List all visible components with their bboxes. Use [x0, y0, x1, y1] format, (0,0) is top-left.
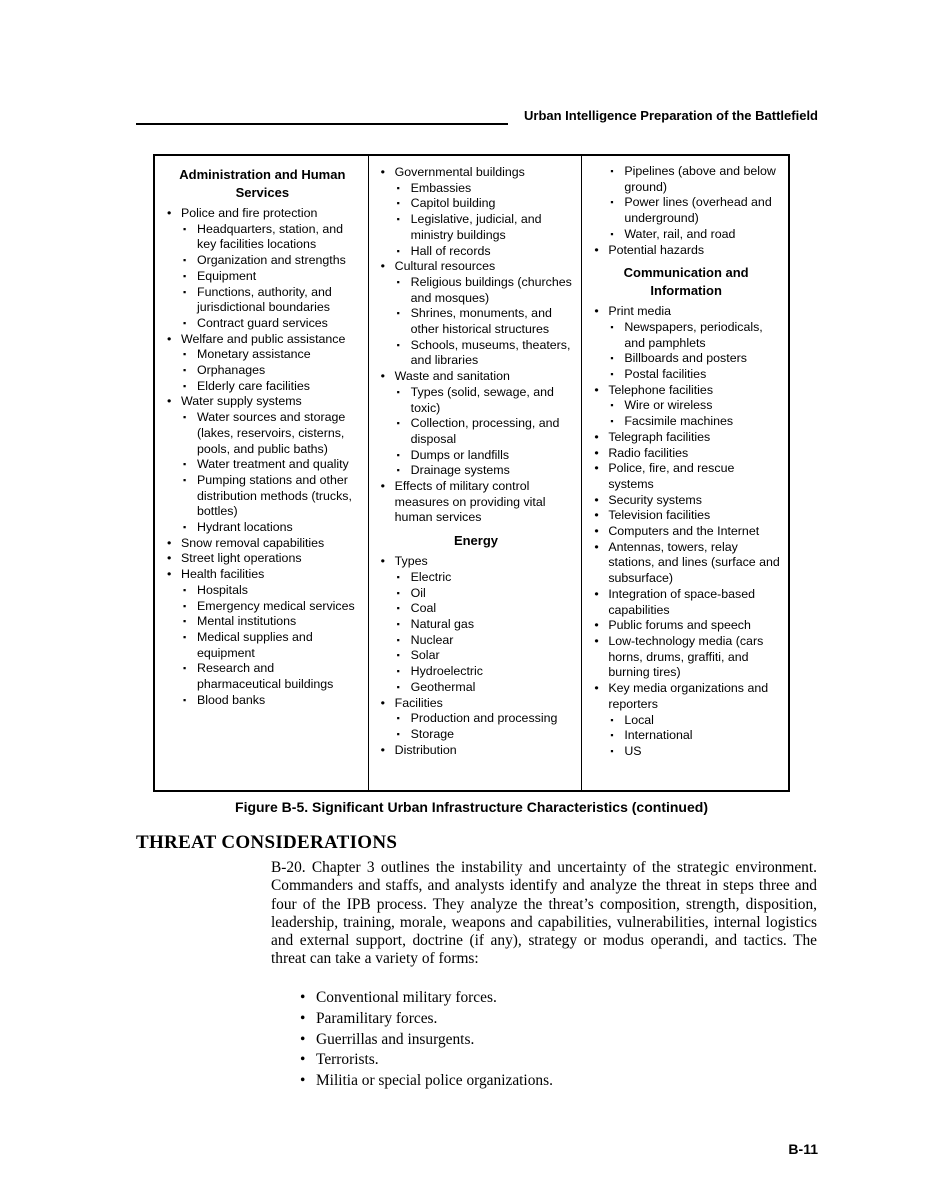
- sub-list-item: ▪ Nuclear: [395, 633, 574, 649]
- list-item: [165, 536, 360, 552]
- list-item-text: Cultural resources: [394, 259, 496, 274]
- sub-list-item: ▪ Blood banks: [181, 693, 360, 709]
- list-item: [592, 540, 780, 587]
- list-item: [592, 243, 780, 259]
- sub-list-item: ▪ Local: [608, 713, 780, 729]
- list-item: [379, 696, 574, 743]
- running-header-title: Urban Intelligence Preparation of the Battlefield: [524, 108, 818, 123]
- column-heading: Energy: [453, 533, 499, 549]
- sub-list-item: ▪ Production and processing: [395, 711, 574, 727]
- sub-list-item: ▪ Water, rail, and road: [608, 227, 780, 243]
- sub-list-item: ▪ Organization and strengths: [181, 253, 360, 269]
- sub-list-item: ▪ Elderly care facilities: [181, 379, 360, 395]
- list-item: [379, 165, 574, 259]
- list-item: [379, 369, 574, 479]
- sub-bullet-list: [608, 398, 780, 429]
- list-item-text: Public forums and speech: [608, 618, 751, 633]
- sub-list-item: ▪ International: [608, 728, 780, 744]
- list-item-text: Distribution: [394, 742, 457, 757]
- sub-list-item: ▪ Postal facilities: [608, 367, 780, 383]
- section-heading: THREAT CONSIDERATIONS: [136, 832, 398, 853]
- sub-list-item: ▪ Types (solid, sewage, and toxic): [395, 385, 574, 416]
- bullet-list: [592, 304, 780, 759]
- list-item-text: Print media: [608, 304, 671, 319]
- sub-list-item: ▪ Coal: [395, 601, 574, 617]
- page-number: B-11: [788, 1141, 818, 1157]
- list-item: [592, 446, 780, 462]
- sub-list-item: ▪ Legislative, judicial, and ministry buildings: [395, 212, 574, 243]
- list-item: [379, 554, 574, 695]
- list-item: [592, 430, 780, 446]
- list-item-text: Welfare and public assistance: [181, 331, 346, 346]
- list-item: [592, 524, 780, 540]
- sub-list-item: ▪ Facsimile machines: [608, 414, 780, 430]
- sub-list-item: ▪ Headquarters, station, and key facilities locations: [181, 222, 360, 253]
- bullet-list: [165, 206, 360, 709]
- list-item: [592, 587, 780, 618]
- sub-list-item: ▪ Solar: [395, 648, 574, 664]
- threat-forms-list: [300, 988, 553, 1092]
- sub-bullet-list: [395, 275, 574, 369]
- sub-bullet-list: [608, 164, 780, 243]
- list-item-text: Security systems: [608, 492, 702, 507]
- list-item: [165, 332, 360, 395]
- header-rule: [136, 123, 508, 125]
- sub-bullet-list: [181, 410, 360, 536]
- list-item-text: Television facilities: [608, 508, 711, 523]
- list-item: [165, 206, 360, 332]
- list-item: • Conventional military forces.: [300, 988, 553, 1009]
- figure-column-2: [369, 156, 583, 790]
- list-item: [379, 479, 574, 526]
- sub-list-item: ▪ Medical supplies and equipment: [181, 630, 360, 661]
- sub-list-item: ▪ Water sources and storage (lakes, reservoirs, cisterns, pools, and public baths): [181, 410, 360, 457]
- body-paragraph: B-20. Chapter 3 outlines the instability and uncertainty of the strategic environment. Commanders and staffs, and analysts identify and analyze the threat in steps three and four of the IPB process. They analyze the threat’s composition, strength, disposition, leadership, training, morale, weapons and capabilities, vulnerabilities, internal logistics and external support, doctrine (if any), strategy or modus operandi, and tactics. The threat can take a variety of forms:: [271, 859, 817, 968]
- sub-bullet-list: [395, 181, 574, 260]
- list-item-text: Types: [394, 554, 428, 569]
- list-item-text: Low-technology media (cars horns, drums, graffiti, and burning tires): [608, 633, 764, 680]
- list-item: [592, 508, 780, 524]
- list-item-text: Integration of space-based capabilities: [608, 586, 756, 617]
- list-item: • Militia or special police organizations.: [300, 1071, 553, 1092]
- sub-list-item: ▪ Research and pharmaceutical buildings: [181, 661, 360, 692]
- column-heading: Administration and Human Services: [179, 167, 346, 200]
- list-item-text: Facilities: [394, 695, 443, 710]
- sub-bullet-list: [181, 222, 360, 332]
- list-item: [379, 259, 574, 369]
- sub-list-item: ▪ Mental institutions: [181, 614, 360, 630]
- sub-list-item: ▪ Wire or wireless: [608, 398, 780, 414]
- sub-bullet-list: [181, 583, 360, 709]
- sub-list-item: ▪ Functions, authority, and jurisdictional boundaries: [181, 285, 360, 316]
- sub-bullet-list: [181, 347, 360, 394]
- sub-list-item: ▪ Hospitals: [181, 583, 360, 599]
- list-item-text: Radio facilities: [608, 445, 689, 460]
- list-item: [592, 634, 780, 681]
- sub-list-item: ▪ Schools, museums, theaters, and libraries: [395, 338, 574, 369]
- sub-list-item: ▪ Pipelines (above and below ground): [608, 164, 780, 195]
- list-item-text: Police and fire protection: [181, 206, 318, 220]
- sub-bullet-list: [395, 385, 574, 479]
- figure-column-3: [582, 156, 788, 790]
- sub-list-item: ▪ Dumps or landfills: [395, 448, 574, 464]
- column-heading: Communication and Information: [623, 265, 749, 299]
- sub-list-item: ▪ Equipment: [181, 269, 360, 285]
- figure-caption: Figure B-5. Significant Urban Infrastructure Characteristics (continued): [235, 799, 708, 815]
- list-item-text: Computers and the Internet: [608, 524, 760, 539]
- bullet-list: [592, 243, 780, 259]
- sub-list-item: ▪ Collection, processing, and disposal: [395, 416, 574, 447]
- sub-list-item: ▪ Billboards and posters: [608, 351, 780, 367]
- sub-list-item: ▪ Monetary assistance: [181, 347, 360, 363]
- sub-list-item: ▪ US: [608, 744, 780, 760]
- sub-bullet-list: [395, 711, 574, 742]
- figure-table: [153, 154, 790, 792]
- list-item-text: Effects of military control measures on providing vital human services: [394, 479, 546, 525]
- list-item: • Paramilitary forces.: [300, 1009, 553, 1030]
- sub-list-item: ▪ Water treatment and quality: [181, 457, 360, 473]
- list-item-text: Waste and sanitation: [394, 369, 510, 384]
- list-item: [592, 304, 780, 383]
- bullet-list: [379, 554, 574, 758]
- sub-list-item: ▪ Orphanages: [181, 363, 360, 379]
- list-item: [379, 743, 574, 759]
- list-item-text: Snow removal capabilities: [181, 535, 325, 550]
- list-item: [592, 681, 780, 760]
- sub-list-item: ▪ Religious buildings (churches and mosques): [395, 275, 574, 306]
- list-item-text: Health facilities: [181, 567, 265, 582]
- list-item-text: Police, fire, and rescue systems: [608, 461, 735, 491]
- sub-list-item: ▪ Embassies: [395, 181, 574, 197]
- sub-list-item: ▪ Electric: [395, 570, 574, 586]
- sub-list-item: ▪ Power lines (overhead and underground): [608, 195, 780, 226]
- list-item-text: Antennas, towers, relay stations, and lines (surface and subsurface): [608, 539, 780, 586]
- sub-list-item: ▪ Hydrant locations: [181, 520, 360, 536]
- sub-list-item: ▪ Newspapers, periodicals, and pamphlets: [608, 320, 780, 351]
- list-item: [165, 567, 360, 708]
- sub-list-item: ▪ Pumping stations and other distribution methods (trucks, bottles): [181, 473, 360, 520]
- list-item-text: Key media organizations and reporters: [608, 681, 769, 711]
- list-item-text: Telephone facilities: [608, 382, 714, 397]
- figure-column-1: [155, 156, 369, 790]
- sub-list-item: ▪ Oil: [395, 586, 574, 602]
- sub-list-item: ▪ Capitol building: [395, 196, 574, 212]
- list-item: [165, 551, 360, 567]
- sub-list-item: ▪ Shrines, monuments, and other historical structures: [395, 306, 574, 337]
- sub-bullet-list: [608, 320, 780, 383]
- list-item: [592, 493, 780, 509]
- sub-list-item: ▪ Natural gas: [395, 617, 574, 633]
- sub-list-item: ▪ Storage: [395, 727, 574, 743]
- sub-list-item: ▪ Drainage systems: [395, 463, 574, 479]
- sub-bullet-list: [395, 570, 574, 696]
- list-item: [592, 461, 780, 492]
- sub-list-item: ▪ Geothermal: [395, 680, 574, 696]
- sub-list-item: ▪ Emergency medical services: [181, 599, 360, 615]
- sub-list-item: ▪ Hydroelectric: [395, 664, 574, 680]
- sub-list-item: ▪ Contract guard services: [181, 316, 360, 332]
- list-item-text: Governmental buildings: [394, 165, 525, 179]
- bullet-list: [379, 165, 574, 526]
- list-item: [165, 394, 360, 535]
- list-item: [592, 618, 780, 634]
- sub-list-item: ▪ Hall of records: [395, 244, 574, 260]
- sub-bullet-list: [608, 713, 780, 760]
- list-item-text: Potential hazards: [608, 242, 705, 257]
- list-item-text: Water supply systems: [181, 394, 302, 409]
- list-item-text: Telegraph facilities: [608, 429, 711, 444]
- list-item: [592, 383, 780, 430]
- list-item: • Guerrillas and insurgents.: [300, 1030, 553, 1051]
- list-item: • Terrorists.: [300, 1050, 553, 1071]
- list-item-text: Street light operations: [181, 551, 302, 566]
